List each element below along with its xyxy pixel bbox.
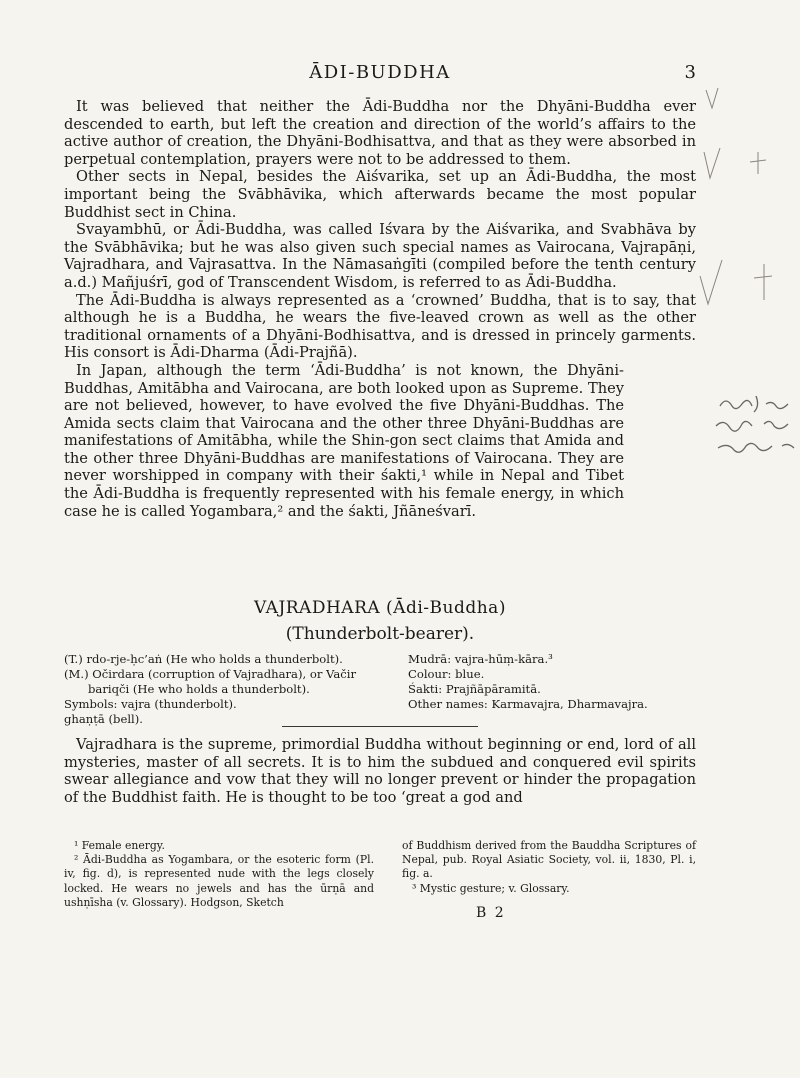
pencil-tick-mark: [700, 144, 724, 184]
info-line: (T.) rdo-rje-ḥc’aṅ (He who holds a thunderbolt).: [64, 652, 343, 666]
info-line: Mudrā: vajra-hūṃ-kāra.³: [408, 652, 553, 666]
page-number: 3: [684, 62, 696, 83]
running-head: [64, 62, 696, 86]
footnote: ¹ Female energy.: [74, 839, 165, 852]
divider-rule: [282, 726, 478, 727]
paragraph: Vajradhara is the supreme, primordial Buddha without beginning or end, lord of all mysteries, master of all secrets. It is to him the subdued and conquered evil spirits swear allegiance and vow that they will no longer prevent or hinder the propagation of the Buddhist faith. He is thought to be too ‘great a god and: [64, 736, 696, 806]
signature-mark: B 2: [476, 905, 506, 921]
pencil-tick-mark: [704, 86, 720, 112]
paragraph: It was believed that neither the Ādi-Buddha nor the Dhyāni-Buddha ever descended to earth, but left the creation and direction of the world’s affairs to the active author of creation, the Dhyāni-Bodhisattva, and that as they were absorbed in perpetual contemplation, prayers were not to be addressed to them.: [64, 98, 696, 168]
footnote: ³ Mystic gesture; v. Glossary.: [412, 881, 570, 895]
footnotes-column-right: [402, 839, 696, 896]
footnote: ² Ādi-Buddha as Yogambara, or the esoteric form (Pl. iv, fig. d), is represented nude with the legs closely locked. He wears no jewels and has the ūrṇā and ushṇīsha (v. Glossary). Hodgson, Sketch: [64, 853, 374, 909]
info-column-right: [408, 652, 696, 712]
info-line: (M.) Očirdara (corruption of Vajradhara), or Vačir: [64, 667, 357, 681]
footnotes-column-left: [64, 839, 374, 910]
paragraph: Svayambhū, or Ādi-Buddha, was called Iśvara by the Aiśvarika, and Svabhāva by the Svābhāvika; but he was also given such special names as Vairocana, Vajrapāṇi, Vajradhara, and Vajrasattva. In the Nāmasaṅgīti (compiled before the tenth century a.d.) Mañjuśrī, god of Transcendent Wisdom, is referred to as Ādi-Buddha.: [64, 221, 696, 291]
info-line: bariqči (He who holds a thunderbolt).: [88, 682, 310, 696]
section-heading: [64, 596, 696, 646]
pencil-cross-mark: [752, 262, 774, 302]
heading-title: VAJRADHARA (Ādi-Buddha): [254, 598, 506, 618]
info-line: Colour: blue.: [408, 667, 485, 681]
running-title: ĀDI-BUDDHA: [309, 62, 451, 83]
handwritten-margin-note: [712, 390, 800, 460]
paragraph: In Japan, although the term ‘Ādi-Buddha’ is not known, the Dhyāni-Buddhas, Amitābha and Vairocana, are both looked upon as Supreme. They are not believed, however, to have evolved the five Dhyāni-Buddhas. The Amida sects claim that Vairocana and the other three Dhyāni-Buddhas are manifestations of Amitābha, while the Shin-gon sect claims that Amida and the other three Dhyāni-Buddhas are manifestations of Vairocana. They are never worshipped in company with their śakti,¹ while in Nepal and Tibet the Ādi-Buddha is frequently represented with his female energy, in which case he is called Yogambara,² and the śakti, Jñāneśvarī.: [64, 361, 624, 520]
pencil-tick-mark: [696, 256, 724, 308]
info-line: ghaṇṭā (bell).: [64, 712, 143, 726]
footnote: of Buddhism derived from the Bauddha Scriptures of Nepal, pub. Royal Asiatic Society, vol. ii, 1830, Pl. i, fig. a.: [402, 839, 696, 881]
paragraph: Other sects in Nepal, besides the Aiśvarika, set up an Ādi-Buddha, the most important being the Svābhāvika, which afterwards became the most popular Buddhist sect in China.: [64, 168, 696, 221]
body-text-bottom: [64, 736, 696, 806]
info-line: Śakti: Prajñāpāramitā.: [408, 682, 541, 696]
info-line: Other names: Karmavajra, Dharmavajra.: [408, 697, 648, 711]
paragraph: The Ādi-Buddha is always represented as a ‘crowned’ Buddha, that is to say, that although he is a Buddha, he wears the five-leaved crown as well as the other traditional ornaments of a Dhyāni-Bodhisattva, and is dressed in princely garments. His consort is Ādi-Dharma (Ādi-Prajñā).: [64, 291, 696, 362]
body-text-top: [64, 98, 696, 520]
info-column-left: [64, 652, 376, 727]
pencil-cross-mark: [748, 150, 768, 176]
info-line: Symbols: vajra (thunderbolt).: [64, 697, 237, 711]
heading-subtitle: (Thunderbolt-bearer).: [285, 624, 475, 644]
